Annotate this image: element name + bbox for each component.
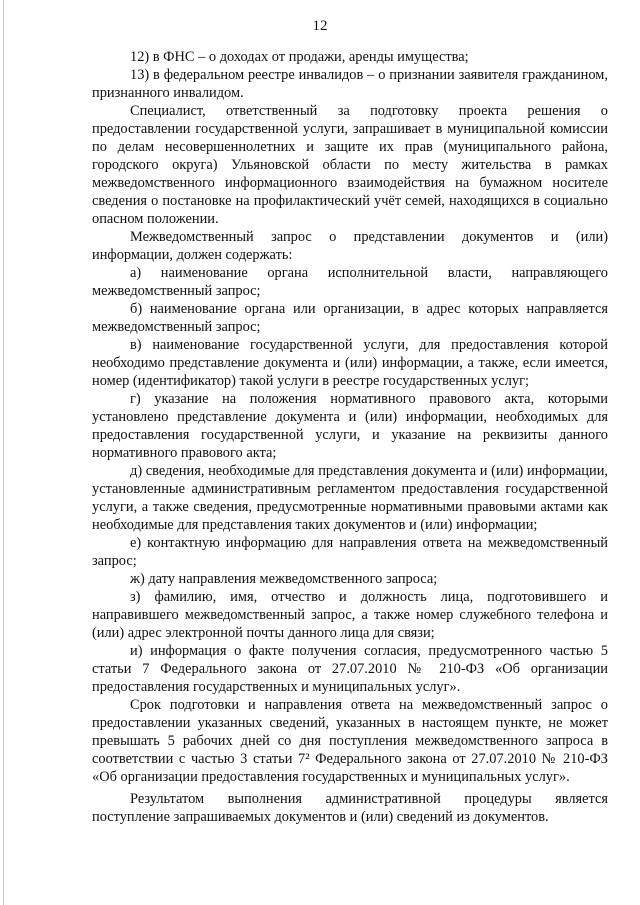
paragraph-result: Результатом выполнения административной процедуры является поступление запрашиваемых документов и (или) сведений из документов.	[92, 791, 608, 825]
paragraph-fns: 12) в ФНС – о доходах от продажи, аренды имущества;	[130, 49, 469, 65]
list-item-b: б) наименование органа или организации, в адрес которых направляется межведомственный запрос;	[92, 301, 608, 335]
list-item-g: г) указание на положения нормативного правового акта, которыми установлено представление документа и (или) информации, необходимых для предоставления государственной услуги, и указание на реквизиты данного нормативного правового акта;	[92, 391, 608, 461]
paragraph-deadline: Срок подготовки и направления ответа на межведомственный запрос о предоставлении указанных сведений, указанных в настоящем пункте, не может превышать 5 рабочих дней со дня поступления межведомственного запроса в соответствии с частью 3 статьи 7² Федерального закона от 27.07.2010 № 210-ФЗ «Об организации предоставления государственных и муниципальных услуг».	[92, 697, 608, 785]
list-item-i: и) информация о факте получения согласия, предусмотренного частью 5 статьи 7 Федерального закона от 27.07.2010 № 210-ФЗ «Об организации предоставления государственных и муниципальных услуг».	[92, 643, 608, 695]
list-item-z: з) фамилию, имя, отчество и должность лица, подготовившего и направившего межведомственный запрос, а также номер служебного телефона и (или) адрес электронной почты данного лица для связи;	[92, 589, 608, 641]
list-item-d: д) сведения, необходимые для представления документа и (или) информации, установленные административным регламентом предоставления государственной услуги, а также сведения, предусмотренные нормативными правовыми актами как необходимые для представления таких документов и (или) информации;	[92, 463, 608, 533]
page-number: 12	[312, 18, 328, 34]
list-item-e: е) контактную информацию для направления ответа на межведомственный запрос;	[92, 535, 608, 569]
paragraph-disability-registry: 13) в федеральном реестре инвалидов – о признании заявителя гражданином, признанного инвалидом.	[92, 67, 608, 101]
list-item-a: а) наименование органа исполнительной власти, направляющего межведомственный запрос;	[92, 265, 608, 299]
document-body	[92, 48, 608, 826]
scan-edge-line	[3, 0, 4, 905]
paragraph-specialist-request: Специалист, ответственный за подготовку проекта решения о предоставлении государственной услуги, запрашивает в муниципальной комиссии по делам несовершеннолетних и защите их прав (муниципального района, городского округа) Ульяновской области по месту жительства в рамках межведомственного информационного взаимодействия на бумажном носителе сведения о постановке на профилактический учёт семей, находящихся в социально опасном положении.	[92, 103, 608, 227]
paragraph-request-contents: Межведомственный запрос о представлении документов и (или) информации, должен содержать:	[92, 229, 608, 263]
list-item-zh: ж) дату направления межведомственного запроса;	[130, 571, 438, 587]
list-item-v: в) наименование государственной услуги, для предоставления которой необходимо представление документа и (или) информации, а также, если имеется, номер (идентификатор) такой услуги в реестре государственных услуг;	[92, 337, 608, 389]
